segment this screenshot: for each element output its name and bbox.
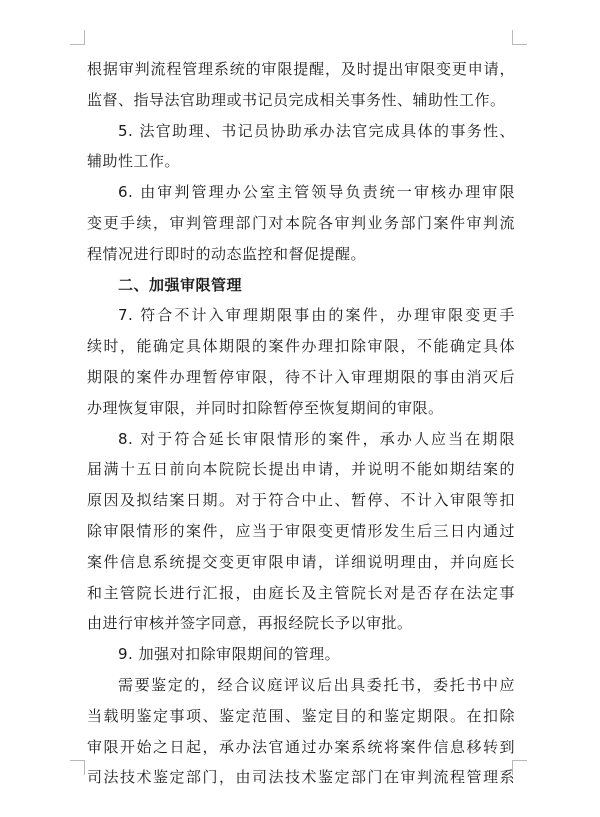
crop-mark-top-right xyxy=(512,30,527,45)
document-body xyxy=(87,54,515,793)
text-line: 案件信息系统提交变更审限申请，详细说明理由，并向庭长 xyxy=(87,552,515,571)
text-line: 续时，能确定具体期限的案件办理扣除审限，不能确定具体 xyxy=(87,337,515,356)
crop-mark-bottom-left xyxy=(70,760,85,775)
text-line: 监督、指导法官助理或书记员完成相关事务性、辅助性工作。 xyxy=(87,90,506,109)
text-line: 6. 由审判管理办公室主管领导负责统一审核办理审限 xyxy=(118,183,515,202)
text-line: 司法技术鉴定部门，由司法技术鉴定部门在审判流程管理系 xyxy=(87,768,515,787)
text-line: 审限开始之日起，承办法官通过办案系统将案件信息移转到 xyxy=(87,737,515,756)
text-line: 原因及拟结案日期。对于符合中止、暂停、不计入审限等扣 xyxy=(87,491,515,510)
text-line: 由进行审核并签字同意，再报经院长予以审批。 xyxy=(87,614,413,633)
text-line: 9. 加强对扣除审限期间的管理。 xyxy=(118,645,341,664)
text-line: 根据审判流程管理系统的审限提醒，及时提出审限变更申请， xyxy=(87,60,515,78)
text-line: 程情况进行即时的动态监控和督促提醒。 xyxy=(87,244,367,263)
text-line: 期限的案件办理暂停审限，待不计入审理期限的事由消灭后 xyxy=(87,367,515,386)
text-line: 当载明鉴定事项、鉴定范围、鉴定目的和鉴定期限。在扣除 xyxy=(87,706,515,725)
text-line: 7. 符合不计入审理期限事由的案件，办理审限变更手 xyxy=(118,306,515,325)
text-line: 届满十五日前向本院院长提出申请，并说明不能如期结案的 xyxy=(87,460,515,479)
crop-mark-top-left xyxy=(70,30,85,45)
text-line: 5. 法官助理、书记员协助承办法官完成具体的事务性、 xyxy=(118,121,515,140)
text-line: 8. 对于符合延长审限情形的案件，承办人应当在期限 xyxy=(118,429,515,448)
text-line: 辅助性工作。 xyxy=(87,152,181,171)
text-line: 除审限情形的案件，应当于审限变更情形发生后三日内通过 xyxy=(87,521,515,540)
section-heading: 二、加强审限管理 xyxy=(118,275,243,294)
text-line: 变更手续，审判管理部门对本院各审判业务部门案件审判流 xyxy=(87,213,515,232)
text-line: 和主管院长进行汇报，由庭长及主管院长对是否存在法定事 xyxy=(87,583,515,602)
text-line: 办理恢复审限，并同时扣除暂停至恢复期间的审限。 xyxy=(87,398,444,417)
text-line: 需要鉴定的，经合议庭评议后出具委托书，委托书中应 xyxy=(118,675,515,694)
